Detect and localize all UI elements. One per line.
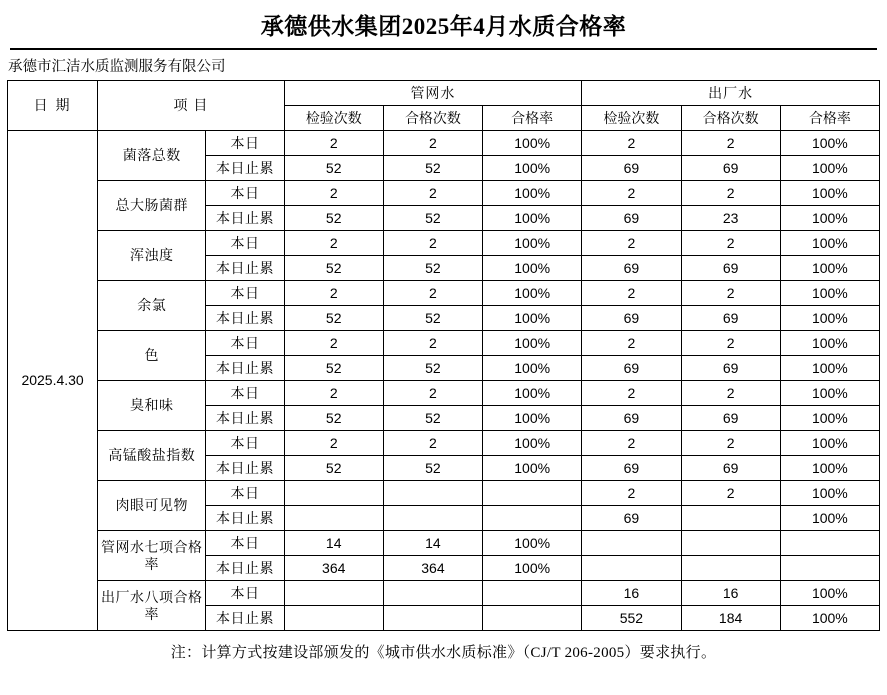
cell-plant-pass: 69	[681, 156, 780, 181]
header-pipe-rate: 合格率	[483, 106, 582, 131]
cell-plant-pass: 2	[681, 181, 780, 206]
header-row-groups	[8, 81, 880, 106]
cell-pipe-rate: 100%	[483, 431, 582, 456]
period-cumulative: 本日止累	[206, 356, 284, 381]
param-label: 总大肠菌群	[98, 181, 206, 231]
cell-pipe-tests	[284, 506, 383, 531]
cell-pipe-pass	[383, 506, 482, 531]
cell-plant-pass	[681, 506, 780, 531]
cell-plant-rate: 100%	[780, 256, 879, 281]
cell-plant-pass	[681, 531, 780, 556]
cell-pipe-tests: 14	[284, 531, 383, 556]
period-cumulative: 本日止累	[206, 606, 284, 631]
cell-plant-pass	[681, 556, 780, 581]
period-today: 本日	[206, 481, 284, 506]
cell-plant-tests: 2	[582, 281, 681, 306]
cell-pipe-pass: 2	[383, 181, 482, 206]
cell-pipe-rate: 100%	[483, 306, 582, 331]
cell-plant-tests: 552	[582, 606, 681, 631]
cell-pipe-rate: 100%	[483, 531, 582, 556]
cell-plant-pass: 2	[681, 281, 780, 306]
cell-plant-tests: 69	[582, 206, 681, 231]
cell-pipe-rate: 100%	[483, 206, 582, 231]
param-label: 出厂水八项合格率	[98, 581, 206, 631]
table-row	[8, 281, 880, 306]
table-row	[8, 231, 880, 256]
period-cumulative: 本日止累	[206, 306, 284, 331]
cell-pipe-rate: 100%	[483, 331, 582, 356]
cell-plant-rate: 100%	[780, 131, 879, 156]
cell-pipe-pass: 2	[383, 231, 482, 256]
cell-pipe-tests: 52	[284, 456, 383, 481]
cell-pipe-tests: 52	[284, 256, 383, 281]
period-today: 本日	[206, 181, 284, 206]
header-item: 项 目	[98, 81, 284, 131]
cell-plant-rate: 100%	[780, 481, 879, 506]
cell-pipe-tests: 52	[284, 356, 383, 381]
period-cumulative: 本日止累	[206, 206, 284, 231]
period-cumulative: 本日止累	[206, 556, 284, 581]
footnote: 注：计算方式按建设部颁发的《城市供水水质标准》（CJ/T 206-2005）要求执行。	[170, 645, 717, 661]
cell-plant-tests: 2	[582, 431, 681, 456]
cell-pipe-pass: 52	[383, 456, 482, 481]
cell-plant-rate: 100%	[780, 306, 879, 331]
header-pipe-tests: 检验次数	[284, 106, 383, 131]
cell-plant-pass: 2	[681, 131, 780, 156]
cell-pipe-rate	[483, 581, 582, 606]
cell-plant-rate: 100%	[780, 381, 879, 406]
cell-plant-pass: 69	[681, 306, 780, 331]
cell-plant-tests: 2	[582, 181, 681, 206]
cell-plant-rate: 100%	[780, 181, 879, 206]
param-label: 肉眼可见物	[98, 481, 206, 531]
cell-plant-rate: 100%	[780, 331, 879, 356]
table-row	[8, 131, 880, 156]
period-today: 本日	[206, 331, 284, 356]
cell-plant-rate: 100%	[780, 506, 879, 531]
cell-plant-rate	[780, 556, 879, 581]
cell-plant-pass: 69	[681, 356, 780, 381]
table-row	[8, 531, 880, 556]
param-label: 色	[98, 331, 206, 381]
cell-plant-tests: 69	[582, 506, 681, 531]
header-group-pipe: 管网水	[284, 81, 582, 106]
company-subtitle: 承德市汇洁水质监测服务有限公司	[8, 59, 226, 75]
cell-pipe-tests: 2	[284, 431, 383, 456]
cell-pipe-tests: 2	[284, 131, 383, 156]
period-today: 本日	[206, 531, 284, 556]
cell-pipe-tests: 364	[284, 556, 383, 581]
param-label: 管网水七项合格率	[98, 531, 206, 581]
cell-pipe-rate: 100%	[483, 381, 582, 406]
cell-plant-tests: 16	[582, 581, 681, 606]
cell-plant-rate: 100%	[780, 581, 879, 606]
table-head	[8, 81, 880, 131]
cell-pipe-pass: 2	[383, 381, 482, 406]
cell-plant-tests: 2	[582, 381, 681, 406]
date-value: 2025.4.30	[8, 131, 98, 631]
cell-pipe-pass: 2	[383, 281, 482, 306]
cell-plant-rate: 100%	[780, 156, 879, 181]
cell-plant-rate: 100%	[780, 406, 879, 431]
period-cumulative: 本日止累	[206, 506, 284, 531]
param-label: 高锰酸盐指数	[98, 431, 206, 481]
cell-pipe-pass: 52	[383, 306, 482, 331]
cell-plant-rate: 100%	[780, 231, 879, 256]
cell-plant-rate: 100%	[780, 606, 879, 631]
cell-plant-tests: 2	[582, 131, 681, 156]
cell-plant-pass: 69	[681, 406, 780, 431]
cell-plant-tests: 2	[582, 231, 681, 256]
cell-pipe-tests: 2	[284, 281, 383, 306]
cell-pipe-rate	[483, 481, 582, 506]
cell-plant-tests	[582, 556, 681, 581]
cell-plant-tests: 69	[582, 156, 681, 181]
cell-pipe-rate: 100%	[483, 131, 582, 156]
cell-plant-pass: 69	[681, 256, 780, 281]
cell-pipe-rate	[483, 606, 582, 631]
cell-pipe-tests: 52	[284, 206, 383, 231]
cell-pipe-pass	[383, 606, 482, 631]
cell-pipe-pass: 52	[383, 356, 482, 381]
table-row	[8, 581, 880, 606]
cell-pipe-rate: 100%	[483, 456, 582, 481]
cell-plant-tests	[582, 531, 681, 556]
cell-plant-tests: 2	[582, 481, 681, 506]
cell-plant-tests: 2	[582, 331, 681, 356]
cell-pipe-pass: 52	[383, 406, 482, 431]
cell-pipe-pass: 14	[383, 531, 482, 556]
cell-pipe-tests: 52	[284, 306, 383, 331]
table-row	[8, 431, 880, 456]
cell-pipe-rate: 100%	[483, 356, 582, 381]
cell-pipe-tests	[284, 606, 383, 631]
param-label: 浑浊度	[98, 231, 206, 281]
page-title: 承德供水集团2025年4月水质合格率	[260, 14, 627, 39]
cell-pipe-tests: 2	[284, 231, 383, 256]
period-today: 本日	[206, 581, 284, 606]
period-cumulative: 本日止累	[206, 156, 284, 181]
table-row	[8, 381, 880, 406]
cell-plant-tests: 69	[582, 306, 681, 331]
cell-plant-rate: 100%	[780, 431, 879, 456]
cell-pipe-rate: 100%	[483, 181, 582, 206]
cell-plant-rate: 100%	[780, 206, 879, 231]
period-today: 本日	[206, 231, 284, 256]
table-row	[8, 331, 880, 356]
cell-pipe-tests: 2	[284, 381, 383, 406]
cell-pipe-tests	[284, 581, 383, 606]
cell-pipe-rate	[483, 506, 582, 531]
period-cumulative: 本日止累	[206, 456, 284, 481]
param-label: 菌落总数	[98, 131, 206, 181]
cell-plant-tests: 69	[582, 406, 681, 431]
cell-plant-rate: 100%	[780, 281, 879, 306]
cell-pipe-pass: 52	[383, 156, 482, 181]
cell-plant-pass: 2	[681, 231, 780, 256]
header-group-plant: 出厂水	[582, 81, 880, 106]
period-today: 本日	[206, 381, 284, 406]
cell-plant-tests: 69	[582, 456, 681, 481]
cell-pipe-pass	[383, 581, 482, 606]
table-row	[8, 181, 880, 206]
cell-plant-pass: 2	[681, 431, 780, 456]
cell-pipe-pass: 2	[383, 131, 482, 156]
header-plant-tests: 检验次数	[582, 106, 681, 131]
cell-pipe-tests: 2	[284, 181, 383, 206]
cell-pipe-rate: 100%	[483, 156, 582, 181]
table-body	[8, 131, 880, 631]
cell-plant-rate	[780, 531, 879, 556]
period-today: 本日	[206, 431, 284, 456]
cell-pipe-tests: 52	[284, 406, 383, 431]
cell-pipe-pass: 2	[383, 431, 482, 456]
cell-pipe-pass	[383, 481, 482, 506]
cell-plant-pass: 2	[681, 481, 780, 506]
cell-pipe-rate: 100%	[483, 231, 582, 256]
cell-pipe-pass: 52	[383, 206, 482, 231]
table-row	[8, 481, 880, 506]
cell-plant-pass: 23	[681, 206, 780, 231]
param-label: 余氯	[98, 281, 206, 331]
cell-pipe-rate: 100%	[483, 406, 582, 431]
cell-plant-tests: 69	[582, 356, 681, 381]
cell-pipe-tests: 52	[284, 156, 383, 181]
period-today: 本日	[206, 131, 284, 156]
cell-pipe-rate: 100%	[483, 281, 582, 306]
water-quality-table	[7, 80, 880, 631]
cell-pipe-tests	[284, 481, 383, 506]
cell-plant-rate: 100%	[780, 456, 879, 481]
header-plant-rate: 合格率	[780, 106, 879, 131]
header-pipe-pass: 合格次数	[383, 106, 482, 131]
cell-plant-pass: 2	[681, 331, 780, 356]
cell-pipe-pass: 2	[383, 331, 482, 356]
period-cumulative: 本日止累	[206, 256, 284, 281]
cell-pipe-pass: 364	[383, 556, 482, 581]
cell-pipe-pass: 52	[383, 256, 482, 281]
param-label: 臭和味	[98, 381, 206, 431]
cell-pipe-rate: 100%	[483, 556, 582, 581]
header-plant-pass: 合格次数	[681, 106, 780, 131]
cell-plant-pass: 2	[681, 381, 780, 406]
header-date: 日 期	[8, 81, 98, 131]
cell-pipe-tests: 2	[284, 331, 383, 356]
period-today: 本日	[206, 281, 284, 306]
period-cumulative: 本日止累	[206, 406, 284, 431]
cell-plant-tests: 69	[582, 256, 681, 281]
cell-plant-rate: 100%	[780, 356, 879, 381]
cell-plant-pass: 184	[681, 606, 780, 631]
cell-pipe-rate: 100%	[483, 256, 582, 281]
cell-plant-pass: 16	[681, 581, 780, 606]
cell-plant-pass: 69	[681, 456, 780, 481]
